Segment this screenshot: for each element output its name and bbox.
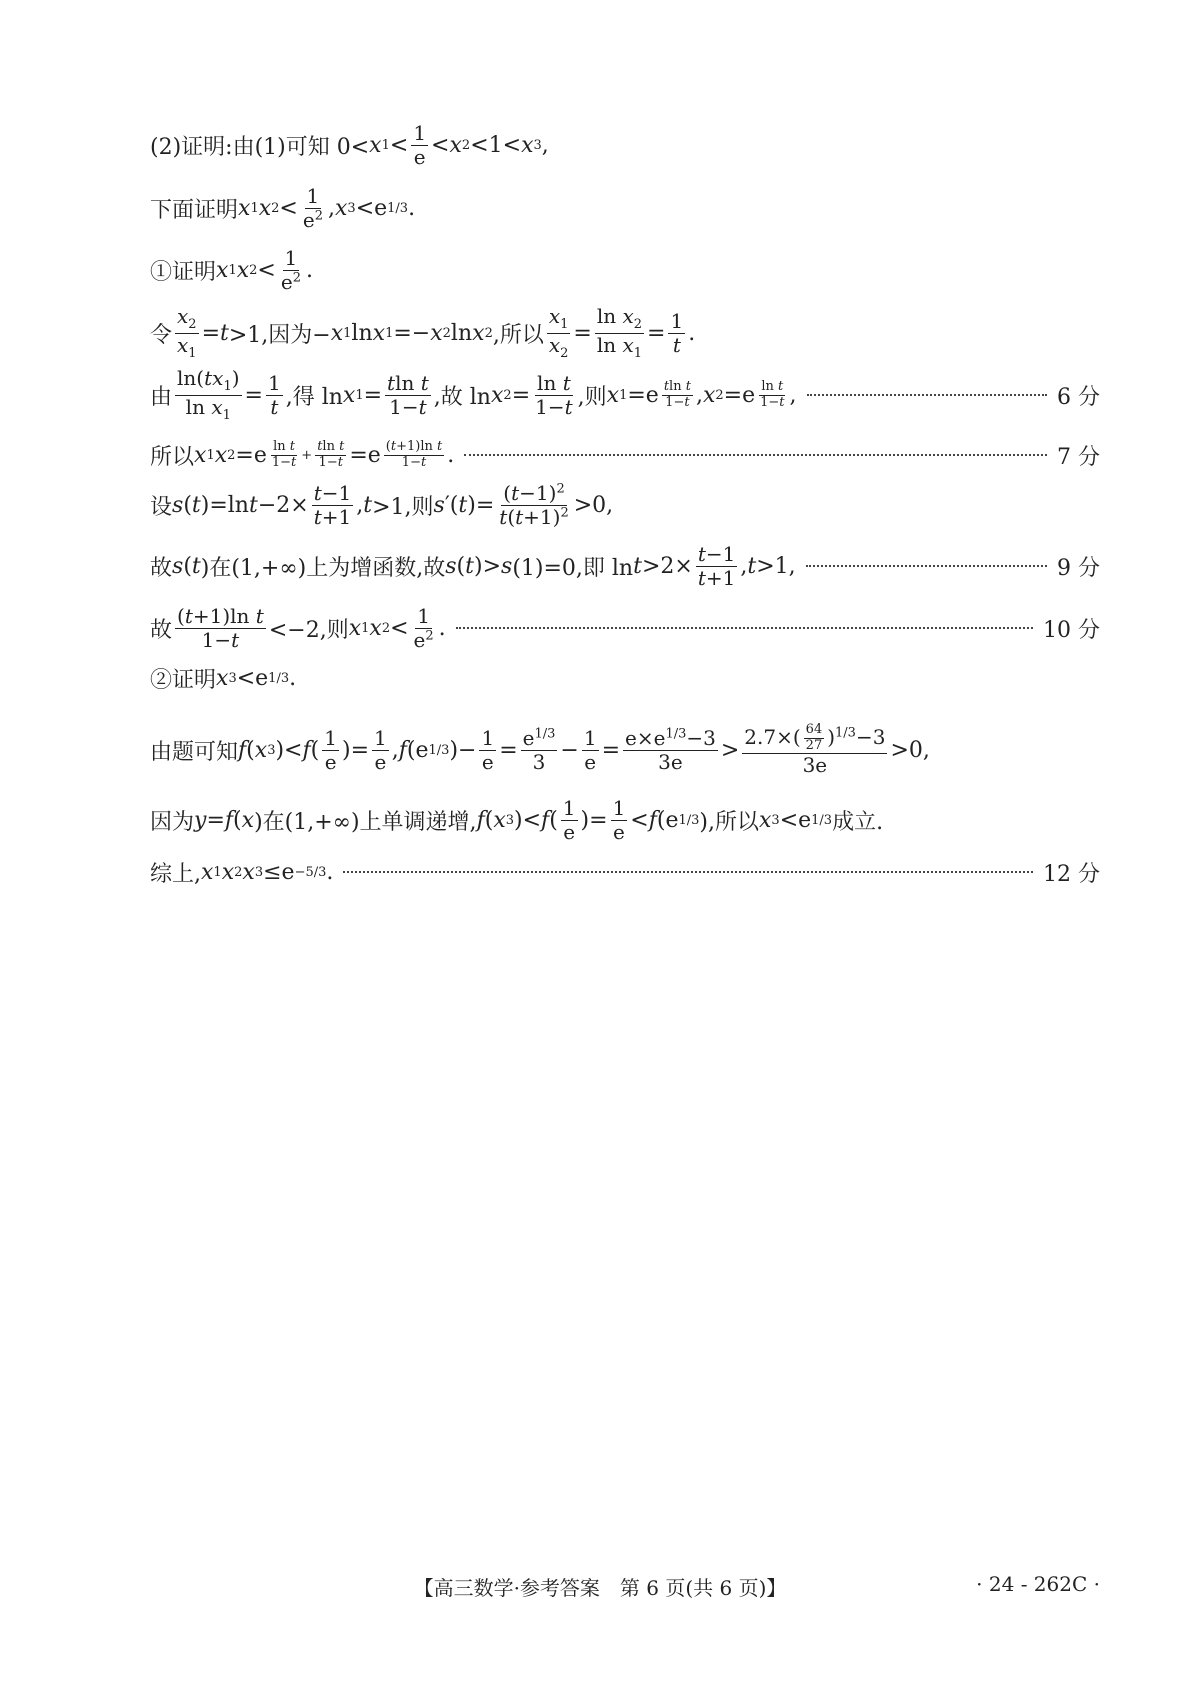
solution-line <box>150 710 1100 790</box>
solution-line <box>150 365 1100 425</box>
solution-line <box>150 115 1100 175</box>
solution-line <box>150 475 1100 535</box>
math-expression: 令 $\frac{x_2}{x_1}$ = t >1,因为− x 1 ln x 1 =− x 2 ln x 2 ,所以 $\frac{x_1}{x_2}$ = $\frac{\ln x_2}{\ln x_1}$ = $\frac{1}{t}$ . <box>150 304 696 361</box>
math-expression: ②证明 x 3 <e 1/3 . <box>150 665 297 693</box>
solution-line <box>150 303 1100 363</box>
math-expression: 所以 x 1 x 2 =e $\frac{\text{ln t}}{1-t}$ + $\frac{\text{tln t}}{1-t}$ =e $\frac{\text{(t+1)ln t}}{1-t}$ . <box>150 439 455 470</box>
footer-code: · 24 - 262C · <box>976 1572 1100 1596</box>
page-footer <box>0 1572 1200 1602</box>
math-expression: 故 $\frac{\text{(t+1)ln t}}{1-t}$ <−2,则 x 1 x 2 < $\frac{1}{e^2}$ . <box>150 604 446 652</box>
score-label: 7 分 <box>1057 444 1100 470</box>
solution-line <box>150 240 1100 300</box>
solution-line <box>150 790 1100 850</box>
math-expression: 由 $\frac{\ln(tx_1)}{\ln x_1}$ = $\frac{1}{t}$ ,得 ln x 1 = $\frac{\text{tln t}}{1-t}$ ,故 ln x 2 = $\frac{\text{ln t}}{1-t}$ ,则 x 1 =e $\frac{\text{tln t}}{1-t}$ , x 2 =e $\frac{\text{ln t}}{1-t}$ , <box>150 366 797 423</box>
solution-line <box>150 842 1100 902</box>
math-expression: 设 s ( t )=ln t −2× $\frac{t-1}{t+1}$ , t >1,则 s ′( t )= $\frac{(t-1)^2}{t(t+1)^2}$ >0, <box>150 481 614 529</box>
math-expression: ①证明 x 1 x 2 < $\frac{1}{e^2}$ . <box>150 246 313 294</box>
leader-dots <box>456 627 1033 629</box>
math-expression: 由题可知 f ( x 3 )< f ( $\frac{1}{e}$ )= $\frac{1}{e}$ , f (e 1/3 )− $\frac{1}{e}$ = $\frac{e^{1/3}}{3}$ − $\frac{1}{e}$ = $\frac{e\times e^{1/3}-3}{3e}$ > 2.7×( $\frac{64}{27}$ )$^{1/3}$−3 3e >0, <box>150 722 930 778</box>
math-expression: 因为 y = f ( x )在(1,+∞)上单调递增, f ( x 3 )< f ( $\frac{1}{e}$ )= $\frac{1}{e}$ < f (e 1/3 ),所以 x 3 <e 1/3 成立. <box>150 796 884 844</box>
solution-line <box>150 536 1100 596</box>
leader-dots <box>343 871 1033 873</box>
leader-dots <box>807 394 1047 396</box>
solution-line <box>150 648 1100 708</box>
solution-line <box>150 178 1100 238</box>
math-expression: 下面证明 x 1 x 2 < $\frac{1}{e^2}$ , x 3 <e 1/3 . <box>150 184 416 232</box>
score-label: 6 分 <box>1057 384 1100 410</box>
score-label: 10 分 <box>1043 617 1100 643</box>
math-expression: 故 s ( t )在(1,+∞)上为增函数,故 s ( t )> s (1)=0,即 ln t >2× $\frac{t-1}{t+1}$ , t >1, <box>150 542 796 590</box>
leader-dots <box>806 565 1047 567</box>
math-expression: 综上, x 1 x 2 x 3 ≤e −5/3 . <box>150 859 334 887</box>
leader-dots <box>464 454 1047 456</box>
score-label: 9 分 <box>1057 555 1100 581</box>
footer-page-info: 【高三数学·参考答案 第 6 页(共 6 页)】 <box>413 1576 787 1600</box>
math-expression: (2)证明:由(1)可知 0< x 1 < $\frac{1}{e}$ < x 2 <1< x 3 , <box>150 121 549 169</box>
score-label: 12 分 <box>1043 861 1100 887</box>
